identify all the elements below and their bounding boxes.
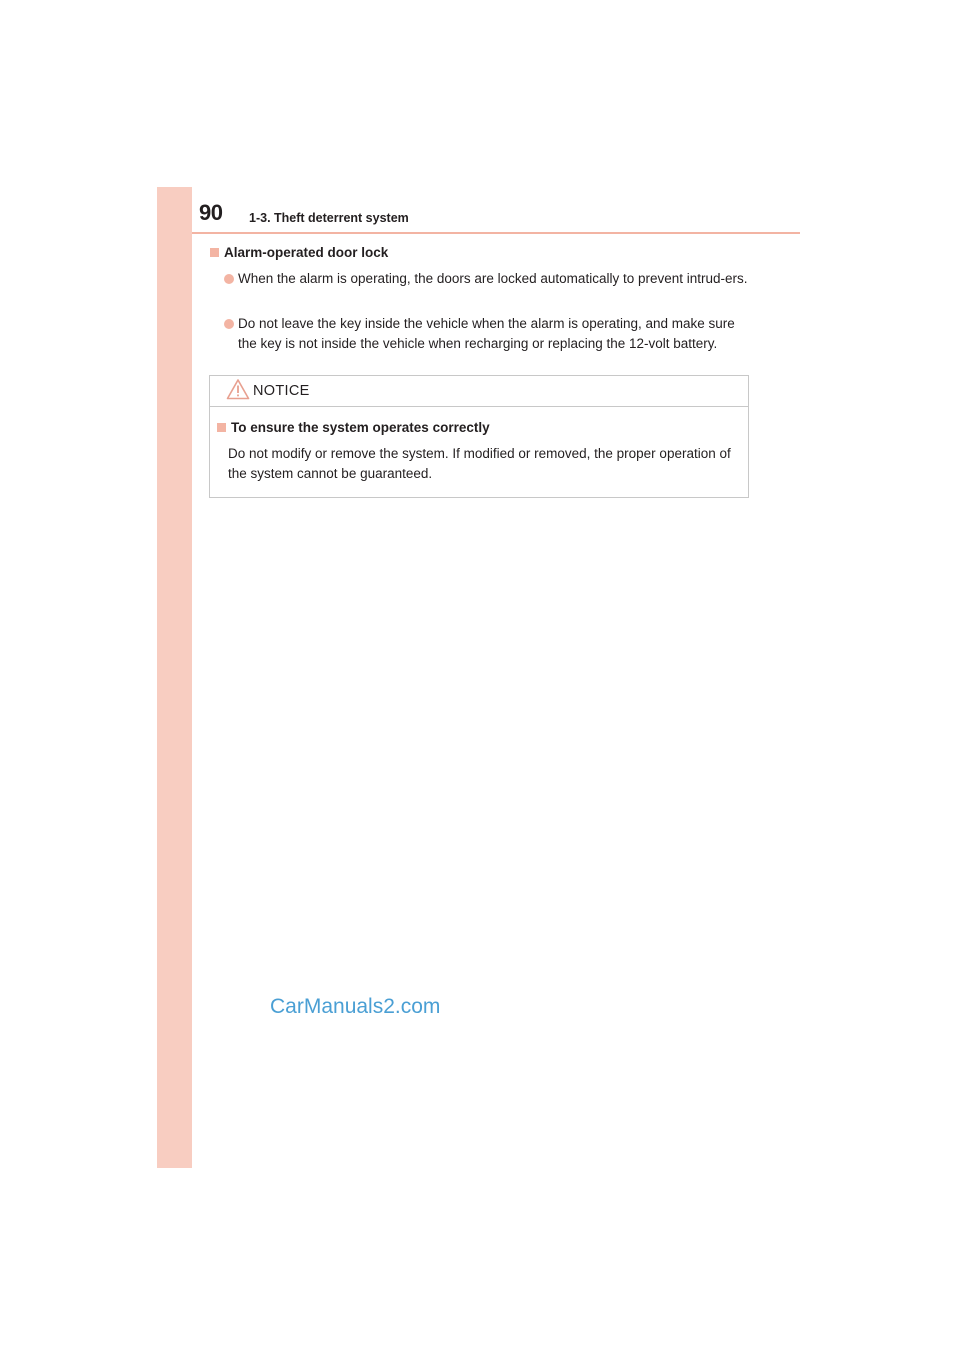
bullet-dot-icon [224,319,234,329]
heading-text: Alarm-operated door lock [224,245,389,260]
section-heading [210,244,388,262]
square-bullet-icon [217,423,226,432]
notice-body: Do not modify or remove the system. If modified or removed, the proper operation of the system cannot be guaranteed. [228,446,731,481]
list-item [224,314,754,354]
header-rule [192,232,800,234]
notice-label: NOTICE [253,383,310,399]
list-item [224,269,754,289]
warning-triangle-icon [226,378,250,400]
notice-box [209,375,749,498]
notice-subheading [217,419,490,437]
notice-header [210,376,748,407]
watermark: CarManuals2.com [270,995,441,1018]
list-item-text: Do not leave the key inside the vehicle when the alarm is operating, and make sure the key is not inside the vehicle when recharging or replacing the 12-volt battery. [238,316,735,351]
page-number: 90 [199,200,223,225]
list-item-text: When the alarm is operating, the doors are locked automatically to prevent intrud-ers. [238,271,748,286]
notice-subheading-text: To ensure the system operates correctly [231,420,490,435]
square-bullet-icon [210,248,219,257]
section-title: 1-3. Theft deterrent system [249,211,409,225]
side-band [157,187,192,1168]
bullet-dot-icon [224,274,234,284]
